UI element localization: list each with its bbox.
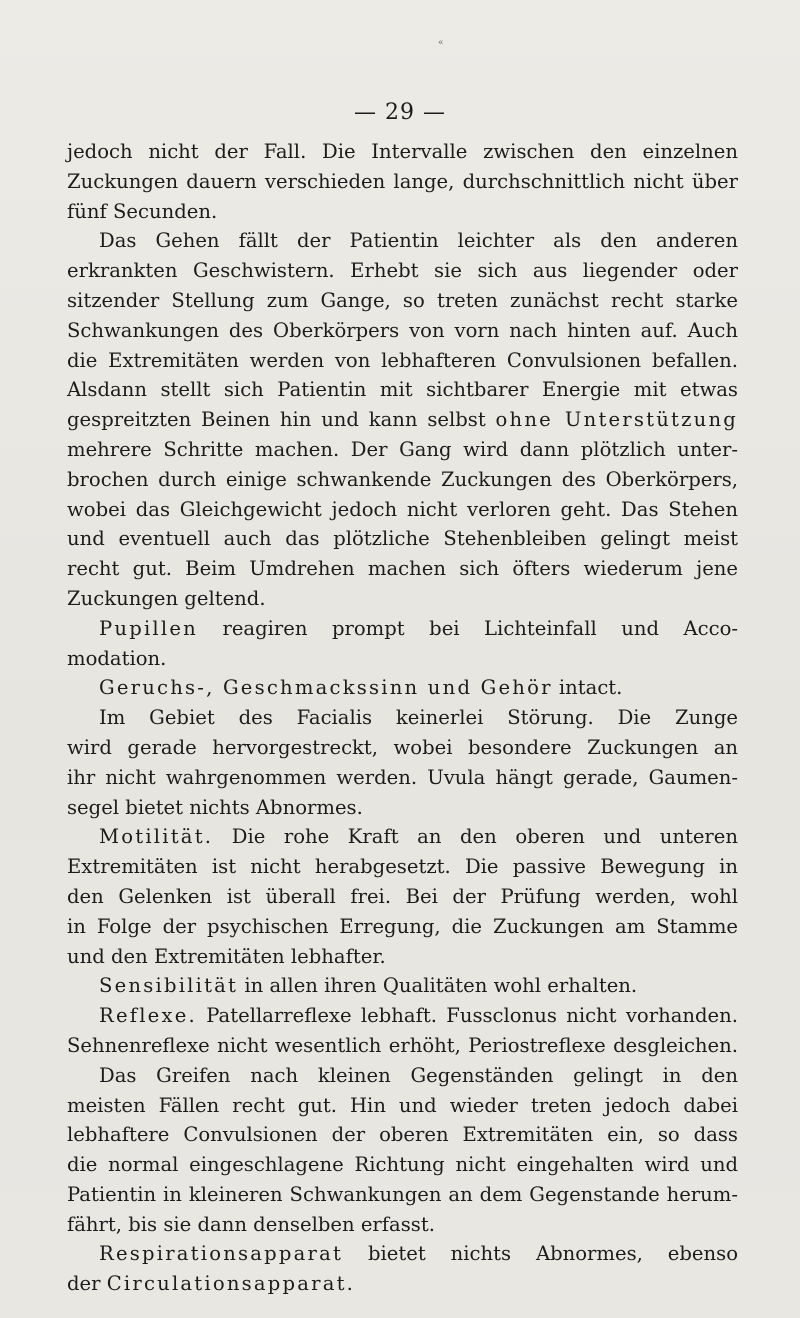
text-line: die Extremitäten werden von lebhafteren Convulsionen befallen. — [67, 348, 738, 372]
text-line: brochen durch einige schwankende Zuckungen des Oberkörpers, — [67, 467, 738, 491]
print-mark: « — [438, 38, 444, 48]
text-line: erkrankten Geschwistern. Erhebt sie sich aus liegender oder — [67, 259, 738, 283]
spaced-emphasis: Motilität. — [99, 825, 214, 849]
spaced-emphasis: Circulationsapparat. — [106, 1272, 356, 1296]
page-number: — 29 — — [354, 100, 446, 125]
text-line: Respirationsapparat bietet nichts Abnormes, ebenso — [99, 1242, 738, 1266]
text-line: Alsdann stellt sich Patientin mit sichtbarer Energie mit etwas — [67, 378, 738, 402]
text-line: den Gelenken ist überall frei. Bei der Prüfung werden, wohl — [67, 884, 738, 908]
text-line: ihr nicht wahrgenommen werden. Uvula hängt gerade, Gaumen- — [67, 765, 738, 789]
text-line: mehrere Schritte machen. Der Gang wird dann plötzlich unter- — [67, 437, 738, 461]
spaced-emphasis: ohne Unterstützung — [495, 408, 739, 432]
spaced-emphasis: Pupillen — [99, 616, 198, 640]
text-line: jedoch nicht der Fall. Die Intervalle zwischen den einzelnen — [67, 140, 738, 163]
text-line: gespreitzten Beinen hin und kann selbst ohne Unterstützung — [67, 408, 739, 432]
spaced-emphasis: Geruchs-, Geschmackssinn und Gehör — [99, 676, 553, 700]
text-line: und den Extremitäten lebhafter. — [67, 944, 386, 968]
spaced-emphasis: Sensibilität — [99, 974, 239, 998]
text-line: fünf Secunden. — [67, 199, 218, 223]
text-line: Zuckungen dauern verschieden lange, durchschnittlich nicht über — [67, 169, 738, 193]
text-line: Motilität. Die rohe Kraft an den oberen und unteren — [99, 825, 738, 849]
text-line: segel bietet nichts Abnormes. — [67, 795, 363, 819]
body-text — [67, 137, 738, 1299]
text-line: in Folge der psychischen Erregung, die Zuckungen am Stamme — [67, 914, 738, 938]
text-line: Sehnenreflexe nicht wesentlich erhöht, Periostreflexe desgleichen. — [67, 1033, 738, 1057]
text-line: Zuckungen geltend. — [67, 586, 266, 610]
text-line: Schwankungen des Oberkörpers von vorn nach hinten auf. Auch — [67, 318, 738, 342]
text-line: die normal eingeschlagene Richtung nicht eingehalten wird und — [67, 1153, 738, 1177]
text-line: Das Gehen fällt der Patientin leichter als den anderen — [99, 229, 738, 253]
text-line: Pupillen reagiren prompt bei Lichteinfall und Acco- — [99, 616, 738, 640]
spaced-emphasis: Reflexe. — [99, 1004, 197, 1028]
text-line: Reflexe. Patellarreflexe lebhaft. Fussclonus nicht vorhanden. — [99, 1004, 738, 1028]
text-line: wobei das Gleichgewicht jedoch nicht verloren geht. Das Stehen — [67, 497, 738, 521]
text-line: fährt, bis sie dann denselben erfasst. — [67, 1212, 435, 1236]
text-line: und eventuell auch das plötzliche Stehenbleiben gelingt meist — [67, 527, 738, 551]
text-line: Sensibilität in allen ihren Qualitäten wohl erhalten. — [99, 974, 638, 998]
spaced-emphasis: Respirationsapparat — [99, 1242, 344, 1266]
text-line: Im Gebiet des Facialis keinerlei Störung. Die Zunge — [99, 706, 738, 730]
text-line: Patientin in kleineren Schwankungen an dem Gegenstande herum- — [67, 1182, 738, 1206]
text-line: Geruchs-, Geschmackssinn und Gehör intact. — [99, 676, 623, 700]
text-line: lebhaftere Convulsionen der oberen Extremitäten ein, so dass — [67, 1123, 738, 1147]
text-line: sitzender Stellung zum Gange, so treten zunächst recht starke — [67, 288, 738, 312]
text-line: Extremitäten ist nicht herabgesetzt. Die passive Bewegung in — [67, 855, 738, 879]
text-line: der Circulationsapparat. — [67, 1272, 356, 1296]
text-line: wird gerade hervorgestreckt, wobei besondere Zuckungen an — [67, 735, 738, 759]
text-line: meisten Fällen recht gut. Hin und wieder treten jedoch dabei — [67, 1093, 738, 1117]
text-line: recht gut. Beim Umdrehen machen sich öfters wiederum jene — [67, 557, 738, 581]
text-line: modation. — [67, 646, 167, 670]
text-line: Das Greifen nach kleinen Gegenständen gelingt in den — [99, 1063, 738, 1087]
